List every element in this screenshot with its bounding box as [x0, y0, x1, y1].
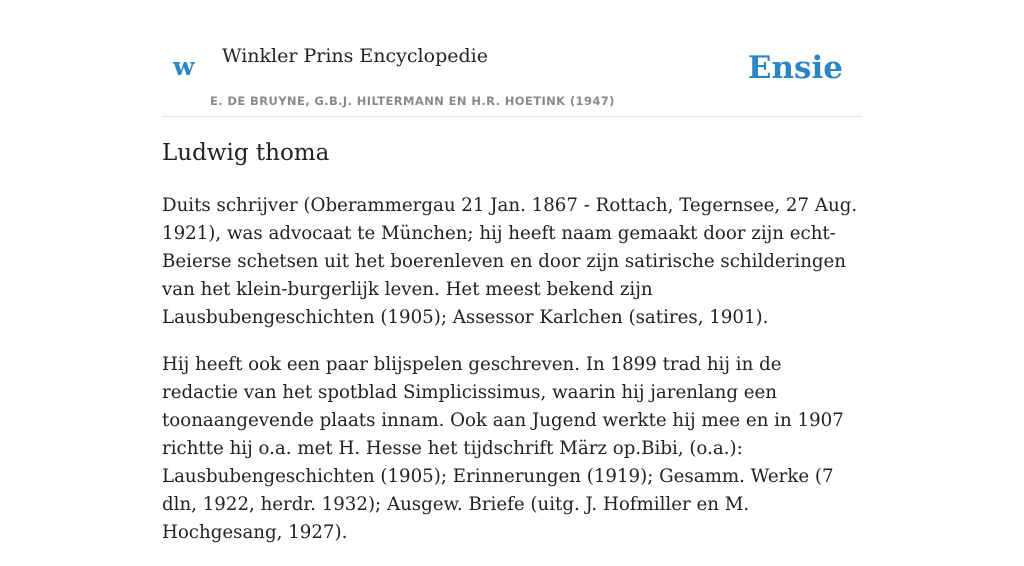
article-paragraph: Hij heeft ook een paar blijspelen geschreven. In 1899 trad hij in de redactie van het spotblad Simplicissimus, waarin hij jarenlang een toonaangevende plaats innam. Ook aan Jugend werkte hij mee en in 1907 richtte hij o.a. met H. Hesse het tijdschrift März op.Bibi, (o.a.): Lausbubengeschichten (1905); Erinnerungen (1919); Gesamm. Werke (7 dln, 1922, herdr. 1932); Ausgew. Briefe (uitg. J. Hofmiller en M. Hochgesang, 1927).	[162, 354, 844, 543]
publication-logo[interactable]: w	[173, 52, 195, 81]
ensie-brand-logo[interactable]: Ensie	[747, 50, 843, 86]
article-title: Ludwig thoma	[162, 140, 330, 166]
publication-title[interactable]: Winkler Prins Encyclopedie	[222, 45, 488, 67]
article-body	[162, 192, 862, 566]
publication-authors: E. DE BRUYNE, G.B.J. HILTERMANN EN H.R. HOETINK (1947)	[210, 94, 615, 108]
article-paragraph: Duits schrijver (Oberammergau 21 Jan. 1867 - Rottach, Tegernsee, 27 Aug. 1921), was advocaat te München; hij heeft naam gemaakt door zijn echt-Beierse schetsen uit het boerenleven en door zijn satirische schilderingen van het klein-burgerlijk leven. Het meest bekend zijn Lausbubengeschichten (1905); Assessor Karlchen (satires, 1901).	[162, 195, 858, 328]
publication-header	[162, 0, 862, 117]
